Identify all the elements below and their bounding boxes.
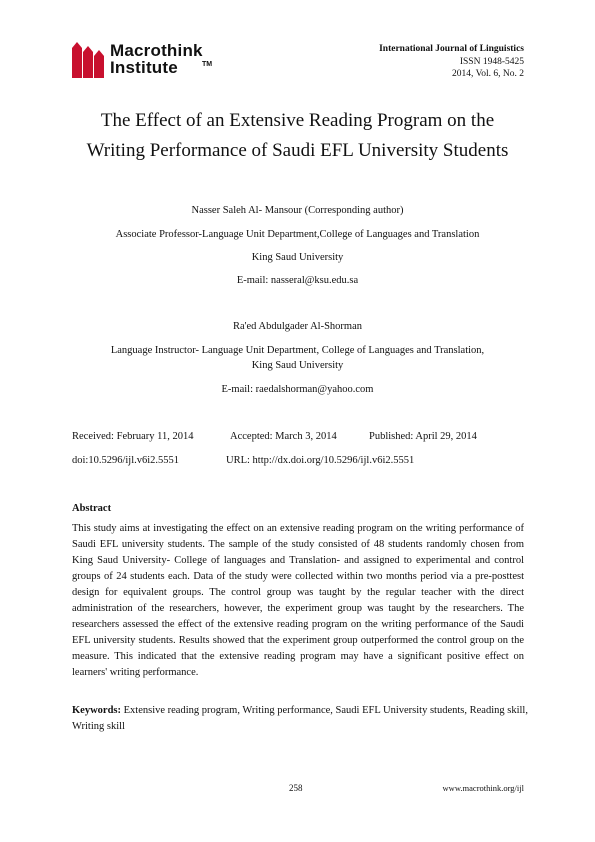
- abstract-body: This study aims at investigating the effect on an extensive reading program on the writing performance of Saudi EFL university students. The sample of the study consisted of 48 students randomly chosen from King Saud University- College of languages and Translation- and assigned to experimental and control groups of 24 students each. Data of the study were collected within two months period via a pre-posttest design for equivalent groups. The control group was taught by the regular teacher with the direct administration of the researchers, however, the experiment group was taught by the researchers. The researchers assessed the effect of the extensive reading program on the writing performance of the Saudi EFL university students. Results showed that the experiment group outperformed the control group on the measure. This indicated that the extensive reading program may have a significant positive effect on learners' writing performance.: [72, 523, 524, 678]
- logo-line2: Institute: [110, 58, 178, 77]
- title-line1: The Effect of an Extensive Reading Program on the: [100, 110, 495, 131]
- author2-affiliation: Language Instructor- Language Unit Department, College of Languages and Translation,: [110, 345, 485, 356]
- paper-title: [40, 106, 555, 166]
- journal-volume: 2014, Vol. 6, No. 2: [452, 69, 524, 79]
- keywords: [72, 703, 532, 735]
- author1-email[interactable]: E-mail: nasseral@ksu.edu.sa: [236, 275, 359, 286]
- author1-university: King Saud University: [251, 252, 344, 263]
- doi-url[interactable]: URL: http://dx.doi.org/10.5296/ijl.v6i2.5551: [226, 455, 415, 466]
- page-number: 258: [289, 783, 303, 793]
- keywords-text: Extensive reading program, Writing performance, Saudi EFL University students, Reading skill, Writing skill: [72, 705, 531, 732]
- author2-email[interactable]: E-mail: raedalshorman@yahoo.com: [221, 384, 374, 395]
- abstract-heading: Abstract: [72, 503, 112, 514]
- doi: doi:10.5296/ijl.v6i2.5551: [72, 455, 180, 466]
- publisher-logo: [71, 40, 231, 80]
- journal-header: [379, 43, 524, 81]
- logo-trademark: TM: [202, 61, 213, 68]
- journal-issn: ISSN 1948-5425: [459, 56, 524, 67]
- keywords-label: Keywords:: [72, 705, 121, 716]
- published-date: Published: April 29, 2014: [369, 431, 477, 442]
- received-date: Received: February 11, 2014: [72, 431, 194, 442]
- footer-website[interactable]: www.macrothink.org/ijl: [442, 783, 524, 793]
- macrothink-logo-icon: [71, 40, 107, 80]
- logo-line1: Macrothink: [110, 41, 203, 60]
- title-line2: Writing Performance of Saudi EFL University Students: [86, 140, 509, 161]
- accepted-date: Accepted: March 3, 2014: [230, 431, 337, 442]
- author1-name: Nasser Saleh Al- Mansour (Corresponding author): [191, 205, 404, 216]
- journal-name: International Journal of Linguistics: [379, 44, 524, 54]
- author2-university: King Saud University: [251, 360, 344, 371]
- author2-name: Ra'ed Abdulgader Al-Shorman: [232, 321, 363, 332]
- author1-affiliation: Associate Professor-Language Unit Department,College of Languages and Translation: [115, 229, 480, 240]
